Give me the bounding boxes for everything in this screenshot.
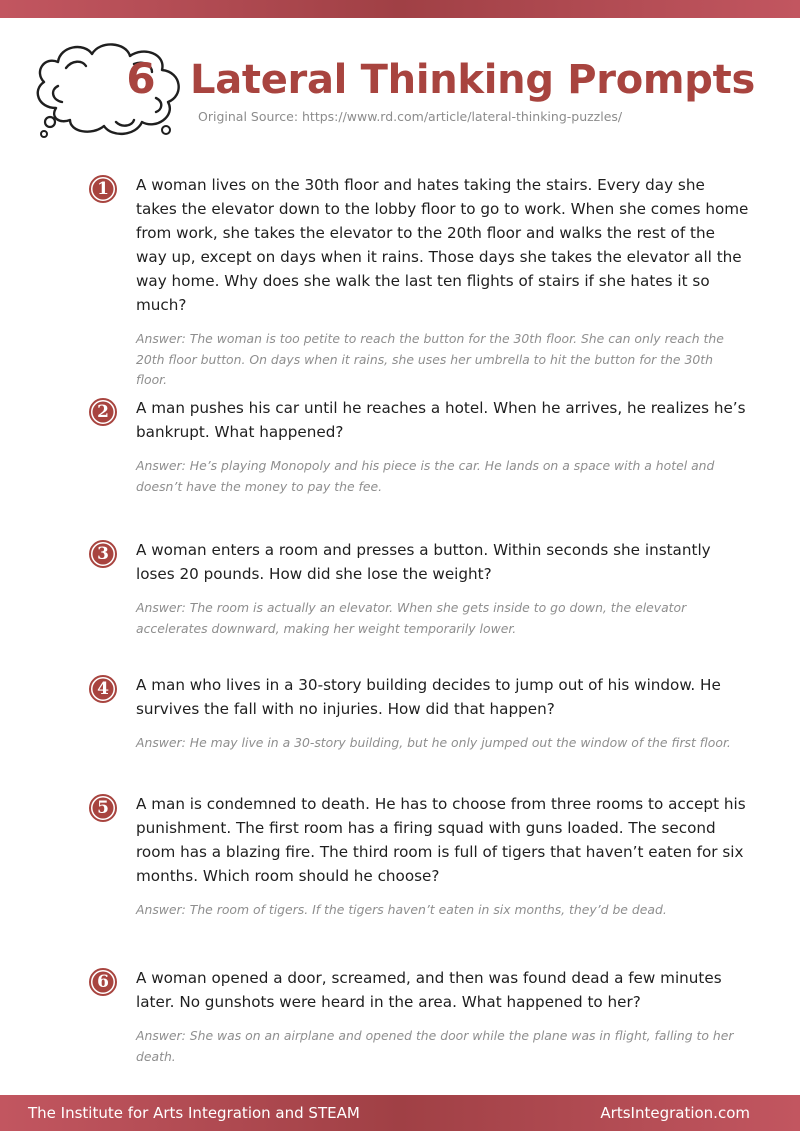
prompt-item: [88, 173, 748, 391]
top-accent-bar: [0, 0, 800, 18]
number-badge-icon: 5: [89, 794, 117, 822]
question-text: A man pushes his car until he reaches a hotel. When he arrives, he realizes he’s bankrupt. What happened?: [136, 399, 746, 441]
footer-organization: The Institute for Arts Integration and STEAM: [28, 1104, 360, 1122]
footer-website: ArtsIntegration.com: [600, 1104, 750, 1122]
source-citation: Original Source: https://www.rd.com/article/lateral-thinking-puzzles/: [198, 109, 623, 124]
number-badge-icon: 1: [89, 175, 117, 203]
footer-bar: [0, 1095, 800, 1131]
prompt-item: [88, 673, 748, 754]
prompt-item: [88, 538, 748, 639]
answer-text: Answer: She was on an airplane and opened the door while the plane was in flight, falling to her death.: [136, 1028, 734, 1064]
answer-text: Answer: The room is actually an elevator. When she gets inside to go down, the elevator accelerates downward, making her weight temporarily lower.: [136, 600, 687, 636]
number-badge-icon: 4: [89, 675, 117, 703]
number-badge-icon: 2: [89, 398, 117, 426]
answer-text: Answer: The room of tigers. If the tigers haven’t eaten in six months, they’d be dead.: [136, 902, 667, 917]
page-title: Lateral Thinking Prompts: [190, 57, 755, 103]
number-badge-icon: 6: [89, 968, 117, 996]
number-badge-icon: 3: [89, 540, 117, 568]
answer-text: Answer: He may live in a 30-story building, but he only jumped out the window of the first floor.: [136, 735, 731, 750]
prompt-item: [88, 792, 748, 921]
question-text: A man who lives in a 30-story building decides to jump out of his window. He survives the fall with no injuries. How did that happen?: [136, 676, 721, 718]
thought-cloud-icon: [26, 38, 190, 142]
question-text: A woman enters a room and presses a button. Within seconds she instantly loses 20 pounds. How did she lose the weight?: [136, 541, 711, 583]
answer-text: Answer: He’s playing Monopoly and his piece is the car. He lands on a space with a hotel and doesn’t have the money to pay the fee.: [136, 458, 715, 494]
prompt-item: [88, 966, 748, 1067]
title-number: 6: [126, 54, 156, 103]
question-text: A woman lives on the 30th floor and hates taking the stairs. Every day she takes the elevator down to the lobby floor to go to work. When she comes home from work, she takes the elevator to the 20th floor and walks the rest of the way up, except on days when it rains. Those days she takes the elevator all the way home. Why does she walk the last ten flights of stairs if she hates it so much?: [136, 176, 749, 314]
question-text: A woman opened a door, screamed, and then was found dead a few minutes later. No gunshots were heard in the area. What happened to her?: [136, 969, 722, 1011]
answer-text: Answer: The woman is too petite to reach the button for the 30th floor. She can only reach the 20th floor button. On days when it rains, she uses her umbrella to hit the button for the 30th floor.: [136, 331, 724, 387]
prompt-item: [88, 396, 748, 497]
question-text: A man is condemned to death. He has to choose from three rooms to accept his punishment. The first room has a firing squad with guns loaded. The second room has a blazing fire. The third room is full of tigers that haven’t eaten for six months. Which room should he choose?: [136, 795, 746, 885]
